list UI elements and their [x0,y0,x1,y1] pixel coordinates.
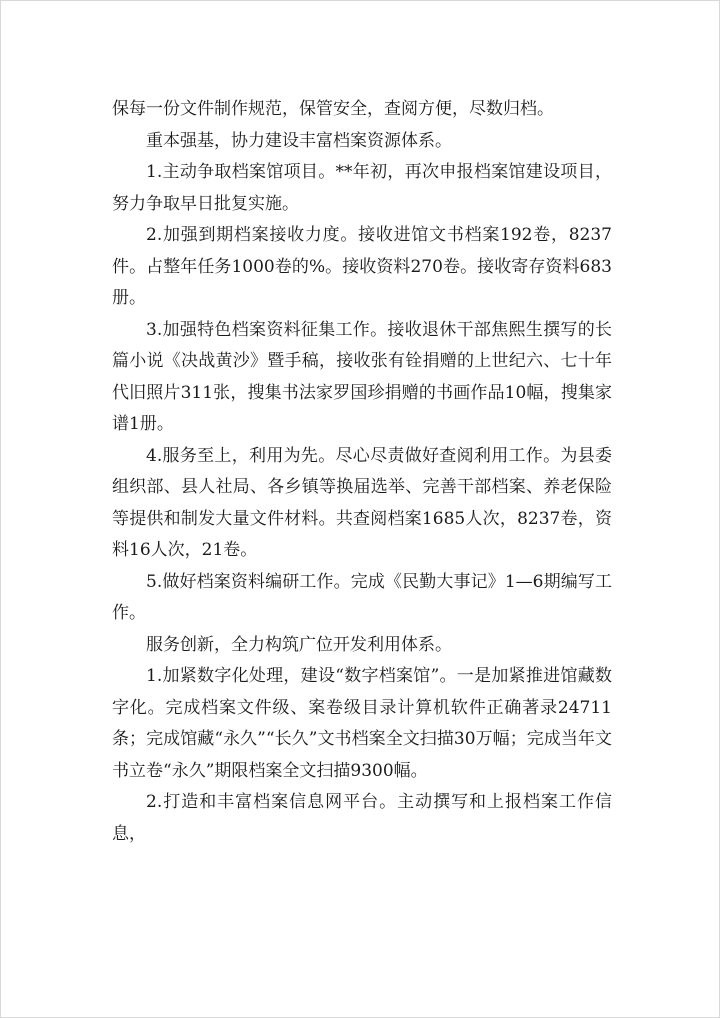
paragraph-item-2: 2.加强到期档案接收力度。接收进馆文书档案192卷，8237件。占整年任务1000卷的%。接收资料270卷。接收寄存资料683册。 [112,225,612,308]
paragraph-continuation: 保每一份文件制作规范，保管安全，查阅方便，尽数归档。 [112,99,554,119]
section-heading-service: 服务创新，全力构筑广位开发利用体系。 [146,634,452,655]
paragraph-item-1: 1.主动争取档案馆项目。**年初，再次申报档案馆建设项目，努力争取早日批复实施。 [112,162,612,214]
paragraph-item-5: 5.做好档案资料编研工作。完成《民勤大事记》1—6期编写工作。 [112,571,612,623]
paragraph-item-3: 3.加强特色档案资料征集工作。接收退休干部焦熙生撰写的长篇小说《决战黄沙》暨手稿，接收张有铨捐赠的上世纪六、七十年代旧照片311张，搜集书法家罗国珍捐赠的书画作品10幅，搜集家谱1册。 [112,319,612,434]
paragraph-item-4: 4.服务至上，利用为先。尽心尽责做好查阅利用工作。为县委组织部、县人社局、各乡镇等换届选举、完善干部档案、养老保险等提供和制发大量文件材料。共查阅档案1685人次，8237卷，资料16人次，21卷。 [112,445,612,560]
document-body [112,94,612,850]
section-heading-resources: 重本强基，协力建设丰富档案资源体系。 [146,130,452,151]
paragraph-digital-2: 2.打造和丰富档案信息网平台。主动撰写和上报档案工作信息， [112,792,612,844]
paragraph-digital-1: 1.加紧数字化处理，建设“数字档案馆”。一是加紧推进馆藏数字化。完成档案文件级、案卷级目录计算机软件正确著录24711条；完成馆藏“永久”“长久”文书档案全文扫描30万幅；完成当年文书立卷“永久”期限档案全文扫描9300幅。 [112,666,612,781]
